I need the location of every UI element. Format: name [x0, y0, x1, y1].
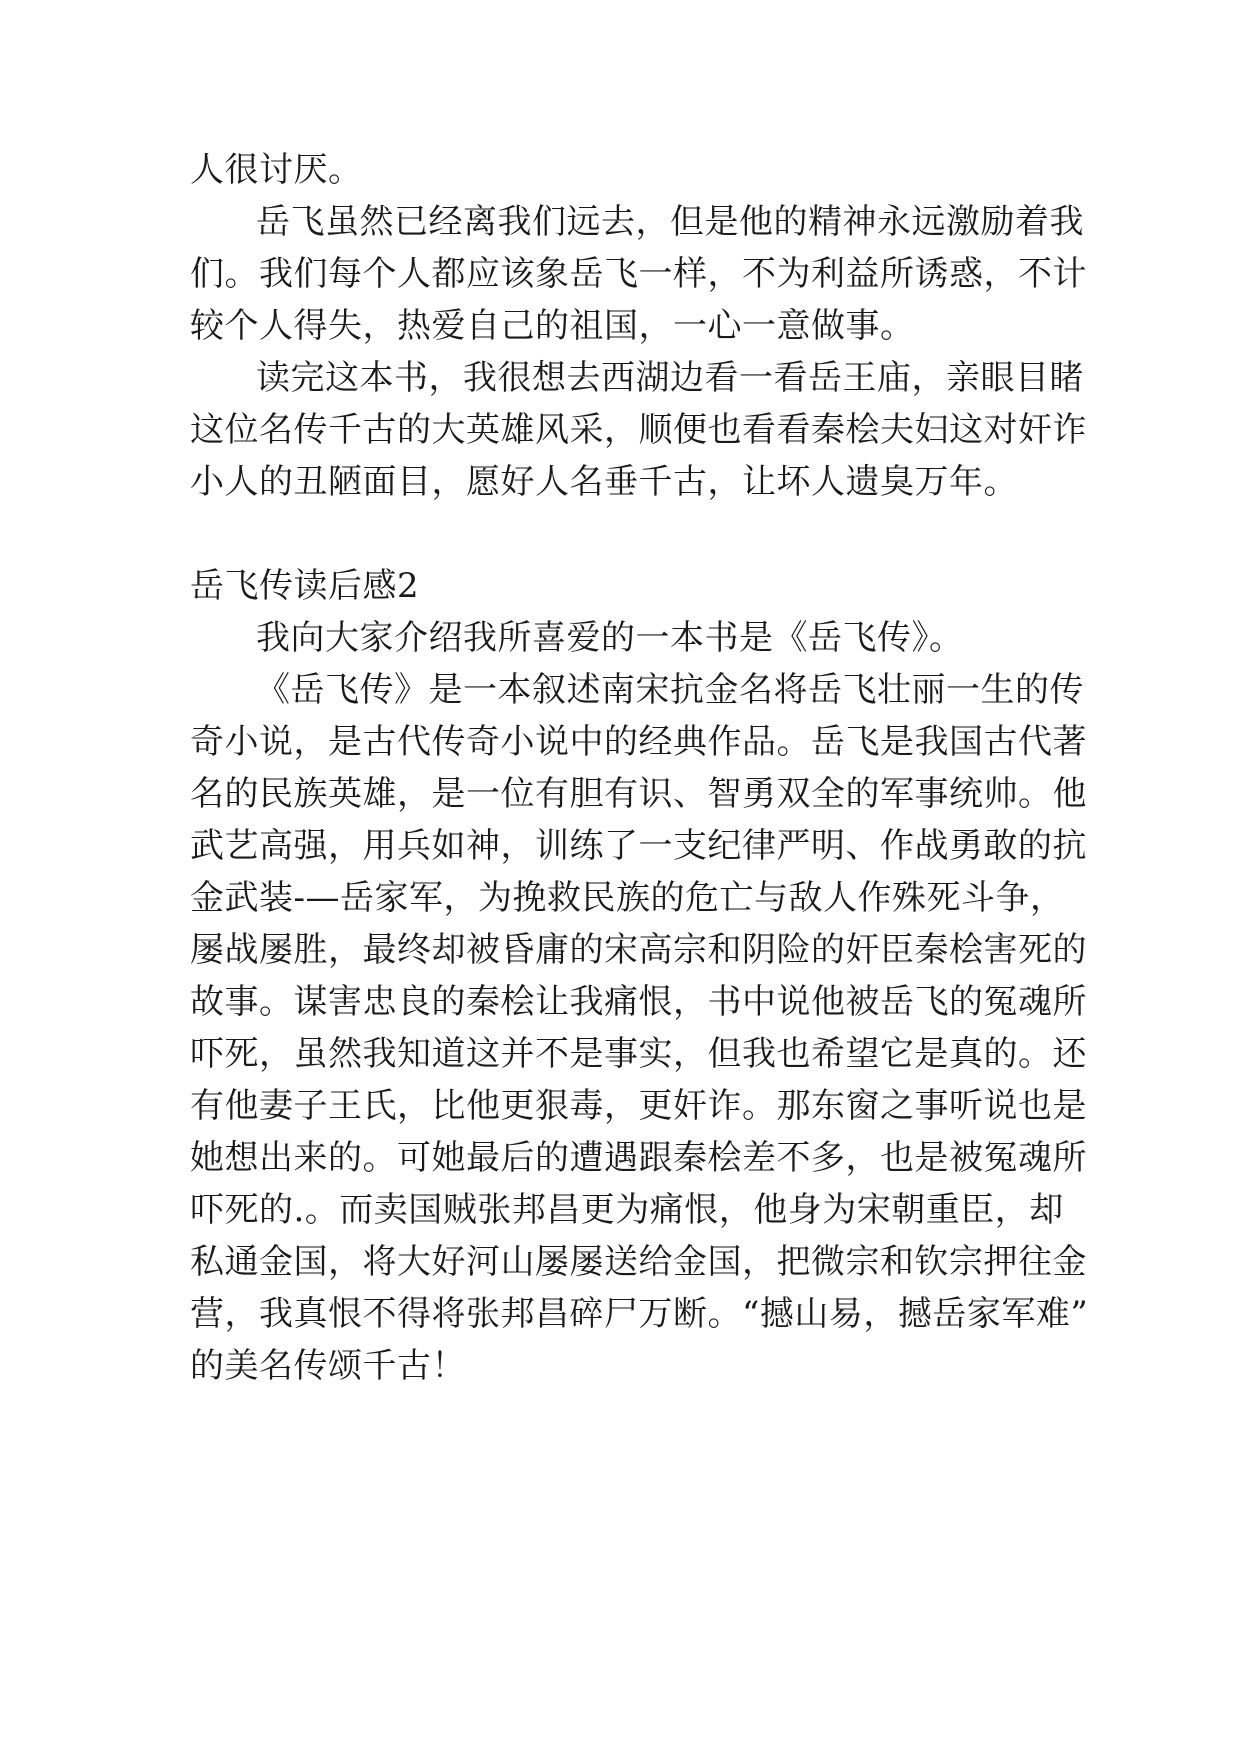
paragraph-line: 人很讨厌。	[190, 150, 363, 190]
paragraph-line: 吓死，虽然我知道这并不是事实，但我也希望它是真的。还	[190, 1034, 1087, 1074]
paragraph-line: 小人的丑陋面目，愿好人名垂千古，让坏人遗臭万年。	[190, 462, 1018, 502]
paragraph-line: 吓死的.。而卖国贼张邦昌更为痛恨，他身为宋朝重臣，却	[190, 1190, 1064, 1230]
paragraph-line: 屡战屡胜，最终却被昏庸的宋高宗和阴险的奸臣秦桧害死的	[190, 930, 1087, 970]
paragraph-line: 私通金国，将大好河山屡屡送给金国，把微宗和钦宗押往金	[190, 1242, 1087, 1282]
paragraph-line: 金武装-—岳家军，为挽救民族的危亡与敌人作殊死斗争，	[190, 878, 1065, 918]
paragraph-line: 有他妻子王氏，比他更狠毒，更奸诈。那东窗之事听说也是	[190, 1086, 1087, 1126]
paragraph-line: 故事。谋害忠良的秦桧让我痛恨，书中说他被岳飞的冤魂所	[190, 982, 1087, 1022]
paragraph-line: 我向大家介绍我所喜爱的一本书是《岳飞传》。	[256, 618, 964, 658]
paragraph-line: 读完这本书，我很想去西湖边看一看岳王庙，亲眼目睹	[256, 358, 1084, 398]
paragraph-line: 名的民族英雄，是一位有胆有识、智勇双全的军事统帅。他	[190, 774, 1087, 814]
paragraph-line: 较个人得失，热爱自己的祖国，一心一意做事。	[190, 306, 915, 346]
paragraph-line: 《岳飞传》是一本叙述南宋抗金名将岳飞壮丽一生的传	[256, 670, 1084, 710]
paragraph-line: 这位名传千古的大英雄风采，顺便也看看秦桧夫妇这对奸诈	[190, 410, 1087, 450]
paragraph-line: 营，我真恨不得将张邦昌碎尸万断。“撼山易，撼岳家军难”	[190, 1294, 1089, 1334]
paragraph-line: 她想出来的。可她最后的遭遇跟秦桧差不多，也是被冤魂所	[190, 1138, 1087, 1178]
paragraph-line: 们。我们每个人都应该象岳飞一样，不为利益所诱惑，不计	[190, 254, 1087, 294]
paragraph-line: 岳飞虽然已经离我们远去，但是他的精神永远激励着我	[256, 202, 1084, 242]
paragraph-line: 武艺高强，用兵如神，训练了一支纪律严明、作战勇敢的抗	[190, 826, 1087, 866]
section-heading: 岳飞传读后感2	[190, 566, 420, 606]
paragraph-line: 奇小说，是古代传奇小说中的经典作品。岳飞是我国古代著	[190, 722, 1087, 762]
paragraph-line: 的美名传颂千古！	[190, 1346, 466, 1386]
